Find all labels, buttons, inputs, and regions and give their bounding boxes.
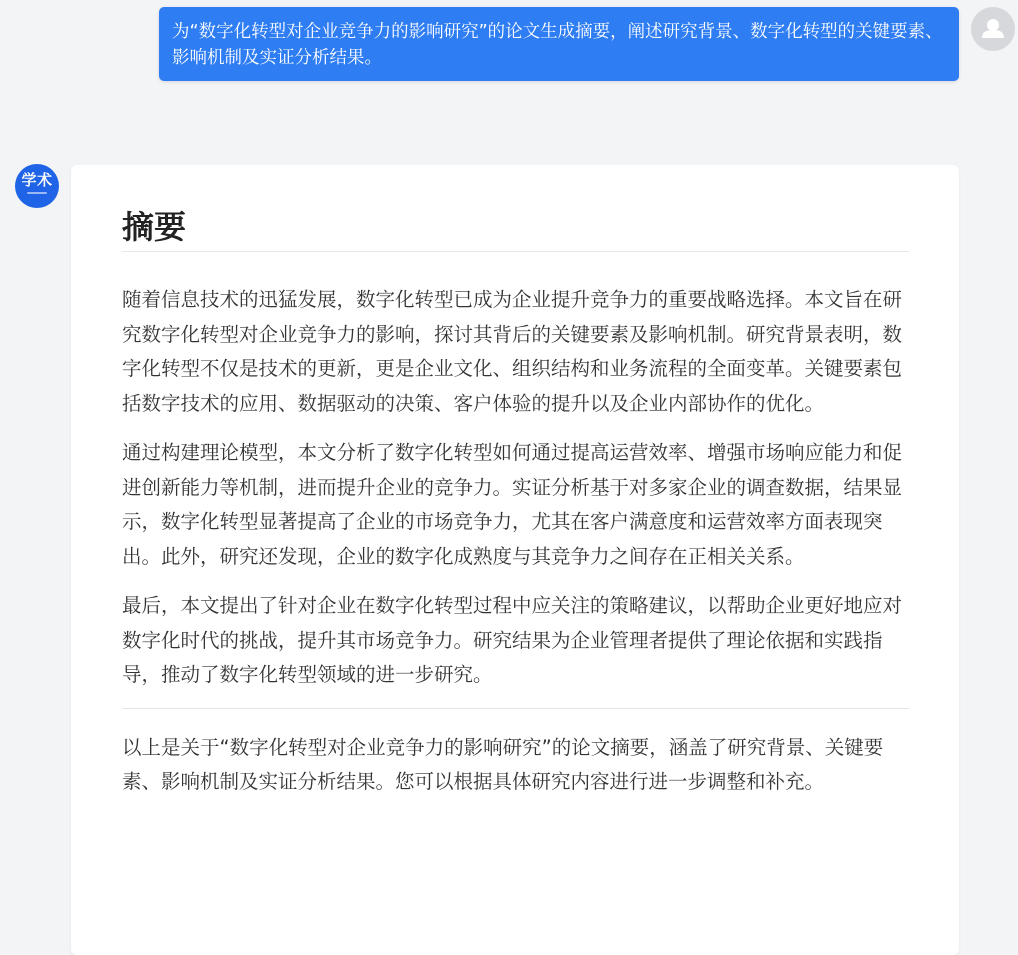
- user-avatar[interactable]: [971, 7, 1015, 51]
- answer-closing-note: 以上是关于“数字化转型对企业竞争力的影响研究”的论文摘要，涵盖了研究背景、关键要素、影响机制及实证分析结果。您可以根据具体研究内容进行进一步调整和补充。: [122, 735, 884, 793]
- assistant-avatar: [15, 164, 59, 208]
- logo-underline-decoration: [27, 192, 47, 194]
- section-divider: [122, 708, 909, 709]
- answer-title: 摘要: [122, 205, 909, 252]
- answer-paragraph: 随着信息技术的迅猛发展，数字化转型已成为企业提升竞争力的重要战略选择。本文旨在研究数字化转型对企业竞争力的影响，探讨其背后的关键要素及影响机制。研究背景表明，数字化转型不仅是技术的更新，更是企业文化、组织结构和业务流程的全面变革。关键要素包括数字技术的应用、数据驱动的决策、客户体验的提升以及企业内部协作的优化。: [122, 288, 903, 415]
- user-message-text: 为“数字化转型对企业竞争力的影响研究”的论文生成摘要，阐述研究背景、数字化转型的关键要素、影响机制及实证分析结果。: [172, 22, 943, 68]
- assistant-answer-card: [71, 165, 959, 955]
- user-message-bubble: [159, 7, 959, 81]
- person-icon: [971, 7, 1015, 51]
- answer-paragraph: 最后，本文提出了针对企业在数字化转型过程中应关注的策略建议，以帮助企业更好地应对数字化时代的挑战，提升其市场竞争力。研究结果为企业管理者提供了理论依据和实践指导，推动了数字化转型领域的进一步研究。: [122, 594, 903, 686]
- answer-paragraph: 通过构建理论模型，本文分析了数字化转型如何通过提高运营效率、增强市场响应能力和促进创新能力等机制，进而提升企业的竞争力。实证分析基于对多家企业的调查数据，结果显示，数字化转型显著提高了企业的市场竞争力，尤其在客户满意度和运营效率方面表现突出。此外，研究还发现，企业的数字化成熟度与其竞争力之间存在正相关关系。: [122, 441, 903, 568]
- assistant-logo-text: 学术: [21, 171, 53, 189]
